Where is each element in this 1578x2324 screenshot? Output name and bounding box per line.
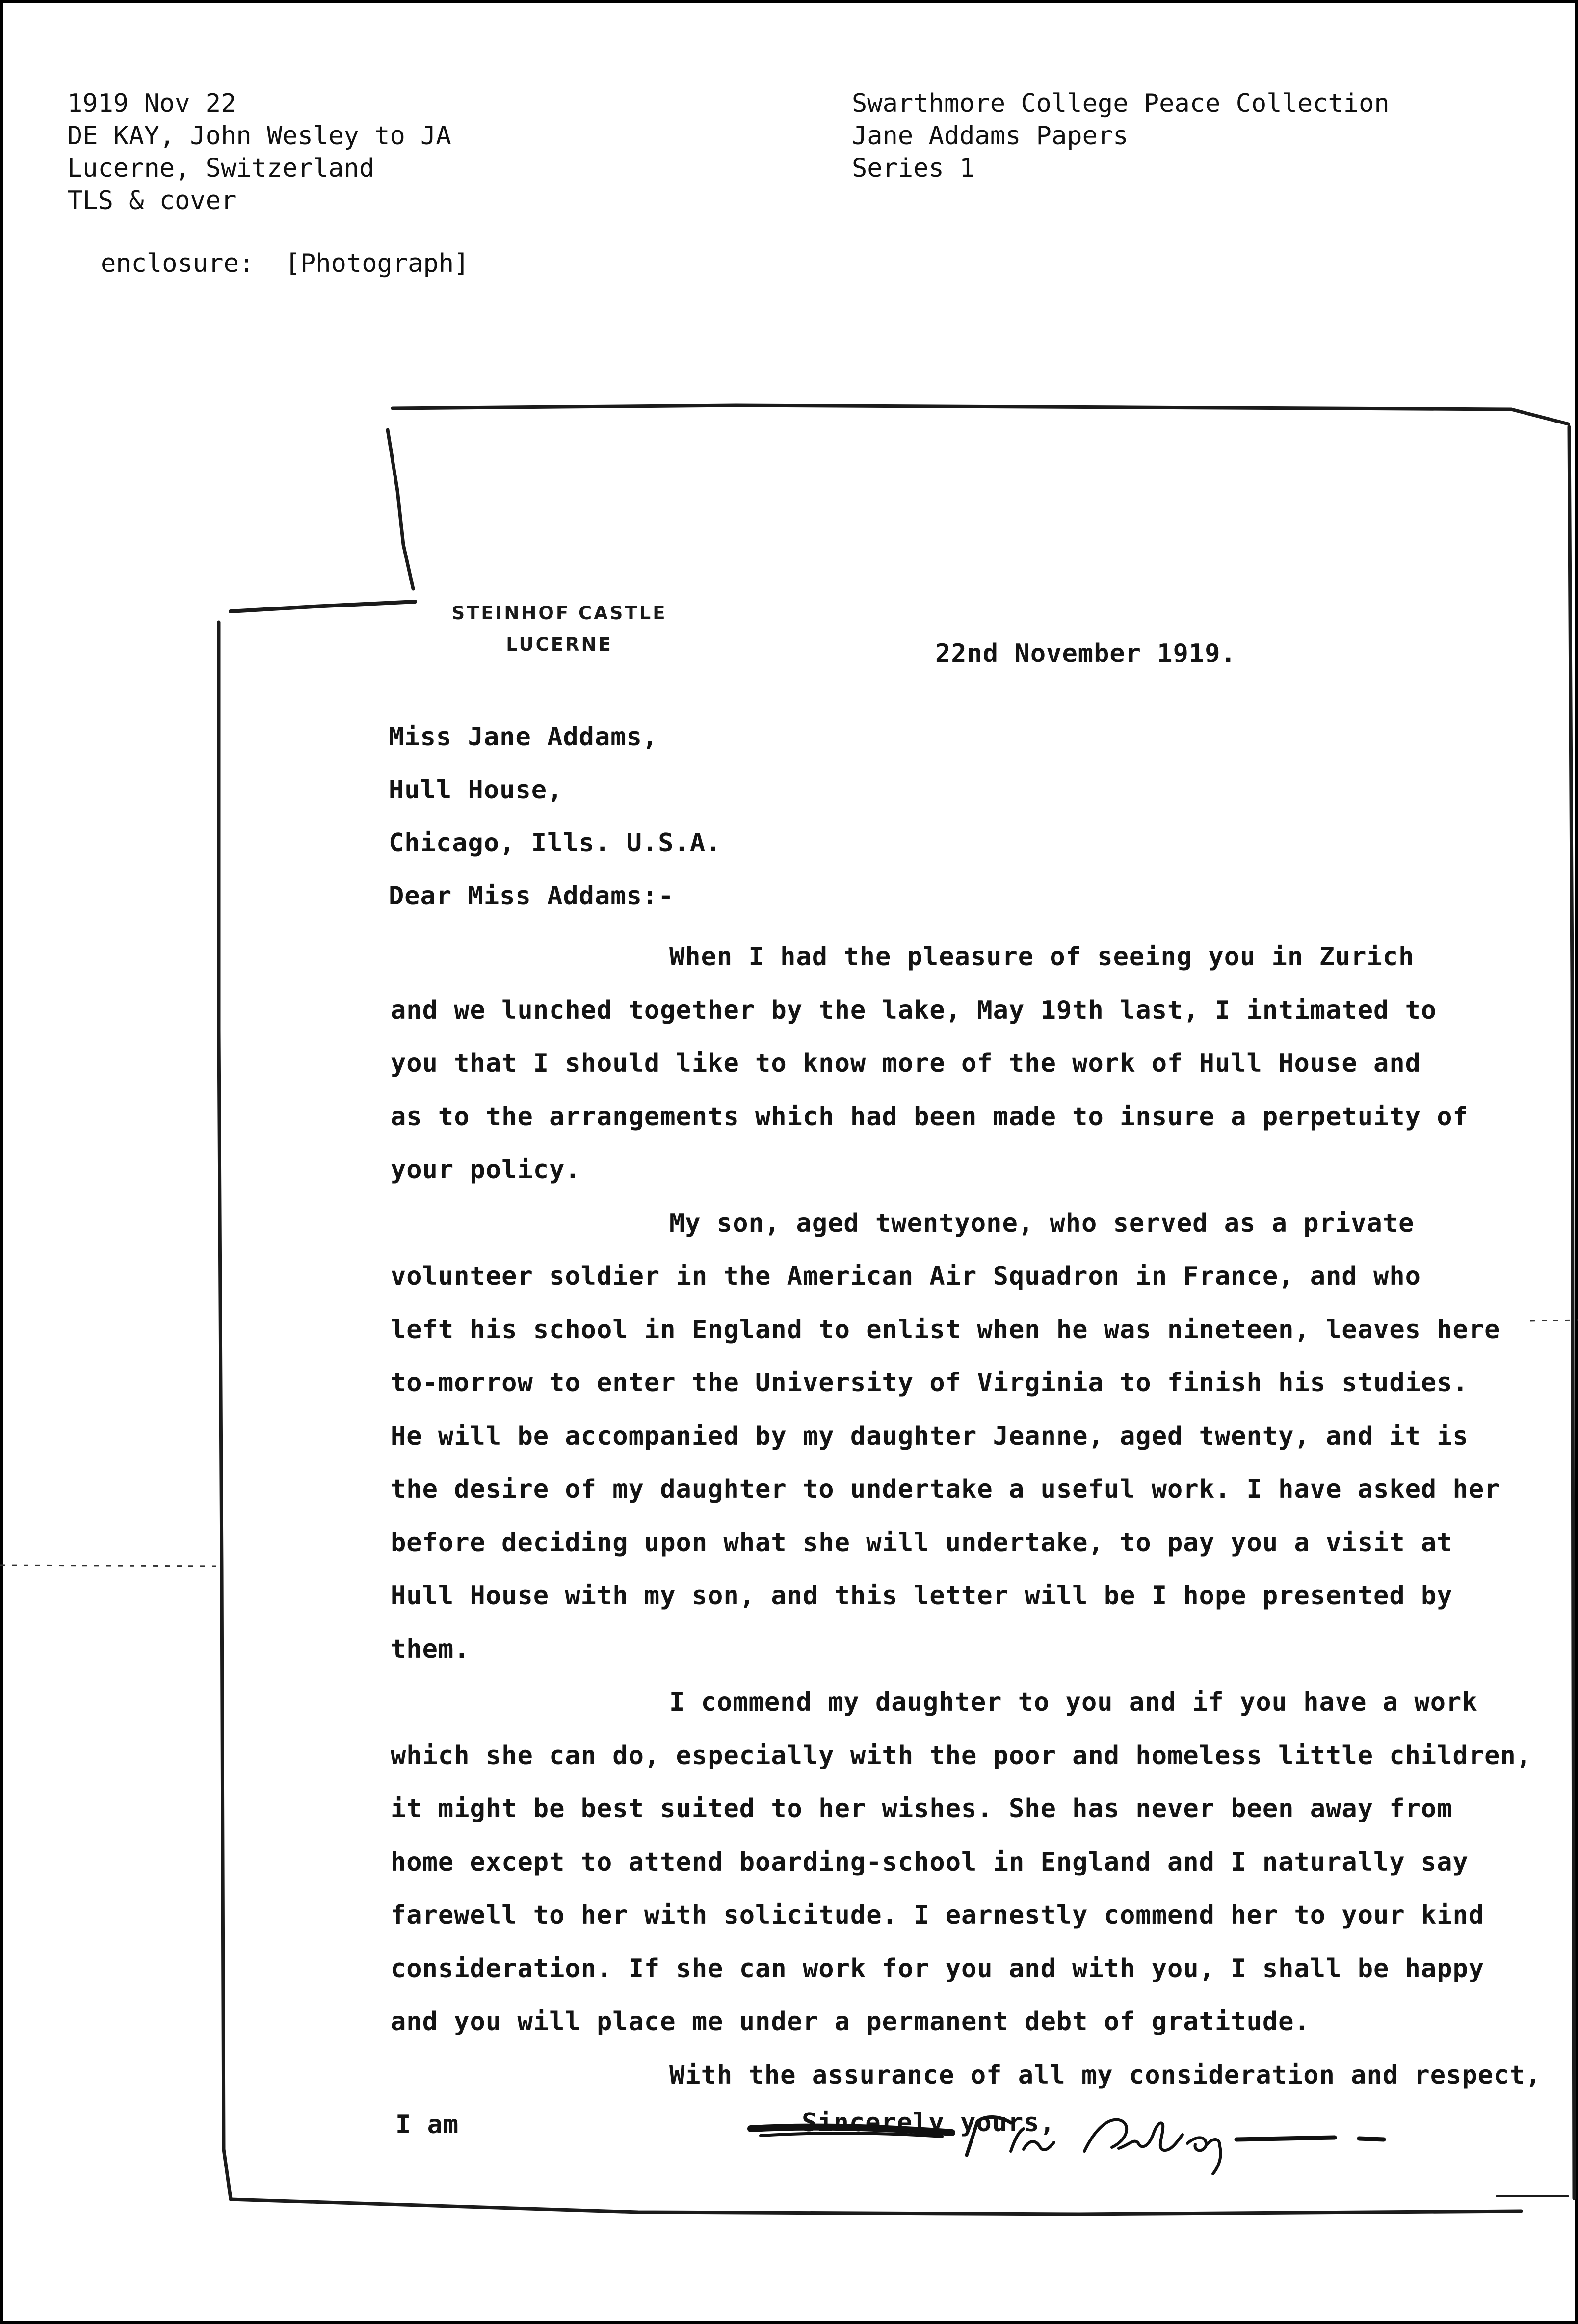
- body-line: as to the arrangements which had been made to insure a perpetuity of: [391, 1102, 1469, 1132]
- paragraph: [391, 1197, 1529, 1676]
- letter-date: 22nd November 1919.: [935, 639, 1236, 668]
- paragraph: [391, 2049, 1541, 2102]
- letterhead-name: STEINHOF CASTLE: [451, 603, 667, 624]
- body-line: which she can do, especially with the poor and homeless little children,: [391, 1741, 1532, 1770]
- cover-enclosure: enclosure: [Photograph]: [101, 249, 470, 278]
- salutation: Dear Miss Addams:-: [389, 881, 674, 911]
- recipient-name: Miss Jane Addams,: [389, 722, 658, 752]
- body-line: you that I should like to know more of the work of Hull House and: [391, 1049, 1421, 1078]
- letterhead: [447, 598, 672, 660]
- body-line: your policy.: [391, 1155, 581, 1185]
- body-line: I commend my daughter to you and if you have a work: [669, 1688, 1478, 1717]
- body-line: and you will place me under a permanent debt of gratitude.: [391, 2007, 1310, 2036]
- closing-sincerely: Sincerely yours,: [802, 2108, 1055, 2138]
- cover-correspondents: DE KAY, John Wesley to JA: [67, 121, 451, 151]
- body-line: home except to attend boarding-school in England and I naturally say: [391, 1847, 1469, 1877]
- paragraph: [391, 930, 1529, 1197]
- cover-collection: Swarthmore College Peace Collection: [852, 89, 1390, 118]
- letterhead-city: LUCERNE: [506, 634, 613, 655]
- body-line: left his school in England to enlist when he was nineteen, leaves here: [391, 1315, 1500, 1345]
- paragraph: [391, 1676, 1532, 2049]
- body-line: the desire of my daughter to undertake a useful work. I have asked her: [391, 1475, 1500, 1504]
- body-line: When I had the pleasure of seeing you in Zurich: [669, 942, 1415, 972]
- handwritten-signature: [746, 2100, 1423, 2179]
- cover-papers: Jane Addams Papers: [852, 121, 1129, 151]
- body-line: and we lunched together by the lake, May 19th last, I intimated to: [391, 995, 1437, 1025]
- closing-i-am: I am: [395, 2110, 459, 2139]
- cover-series: Series 1: [852, 154, 975, 183]
- recipient-institution: Hull House,: [389, 775, 563, 805]
- body-line: it might be best suited to her wishes. She has never been away from: [391, 1794, 1453, 1823]
- body-line: With the assurance of all my consideration and respect,: [669, 2060, 1541, 2090]
- body-line: farewell to her with solicitude. I earnestly commend her to your kind: [391, 1901, 1485, 1930]
- cover-doc-type: TLS & cover: [67, 186, 237, 215]
- body-line: consideration. If she can work for you and with you, I shall be happy: [391, 1954, 1485, 1983]
- body-line: them.: [391, 1634, 470, 1664]
- body-line: before deciding upon what she will undertake, to pay you a visit at: [391, 1528, 1453, 1558]
- body-line: Hull House with my son, and this letter will be I hope presented by: [391, 1581, 1453, 1611]
- body-line: He will be accompanied by my daughter Jeanne, aged twenty, and it is: [391, 1421, 1469, 1451]
- body-line: volunteer soldier in the American Air Squadron in France, and who: [391, 1262, 1421, 1291]
- cover-date: 1919 Nov 22: [67, 89, 237, 118]
- recipient-city: Chicago, Ills. U.S.A.: [389, 828, 722, 858]
- cover-place: Lucerne, Switzerland: [67, 154, 375, 183]
- letter-body: [391, 930, 1541, 2102]
- body-line: My son, aged twentyone, who served as a private: [669, 1208, 1415, 1238]
- body-line: to-morrow to enter the University of Virginia to finish his studies.: [391, 1368, 1469, 1398]
